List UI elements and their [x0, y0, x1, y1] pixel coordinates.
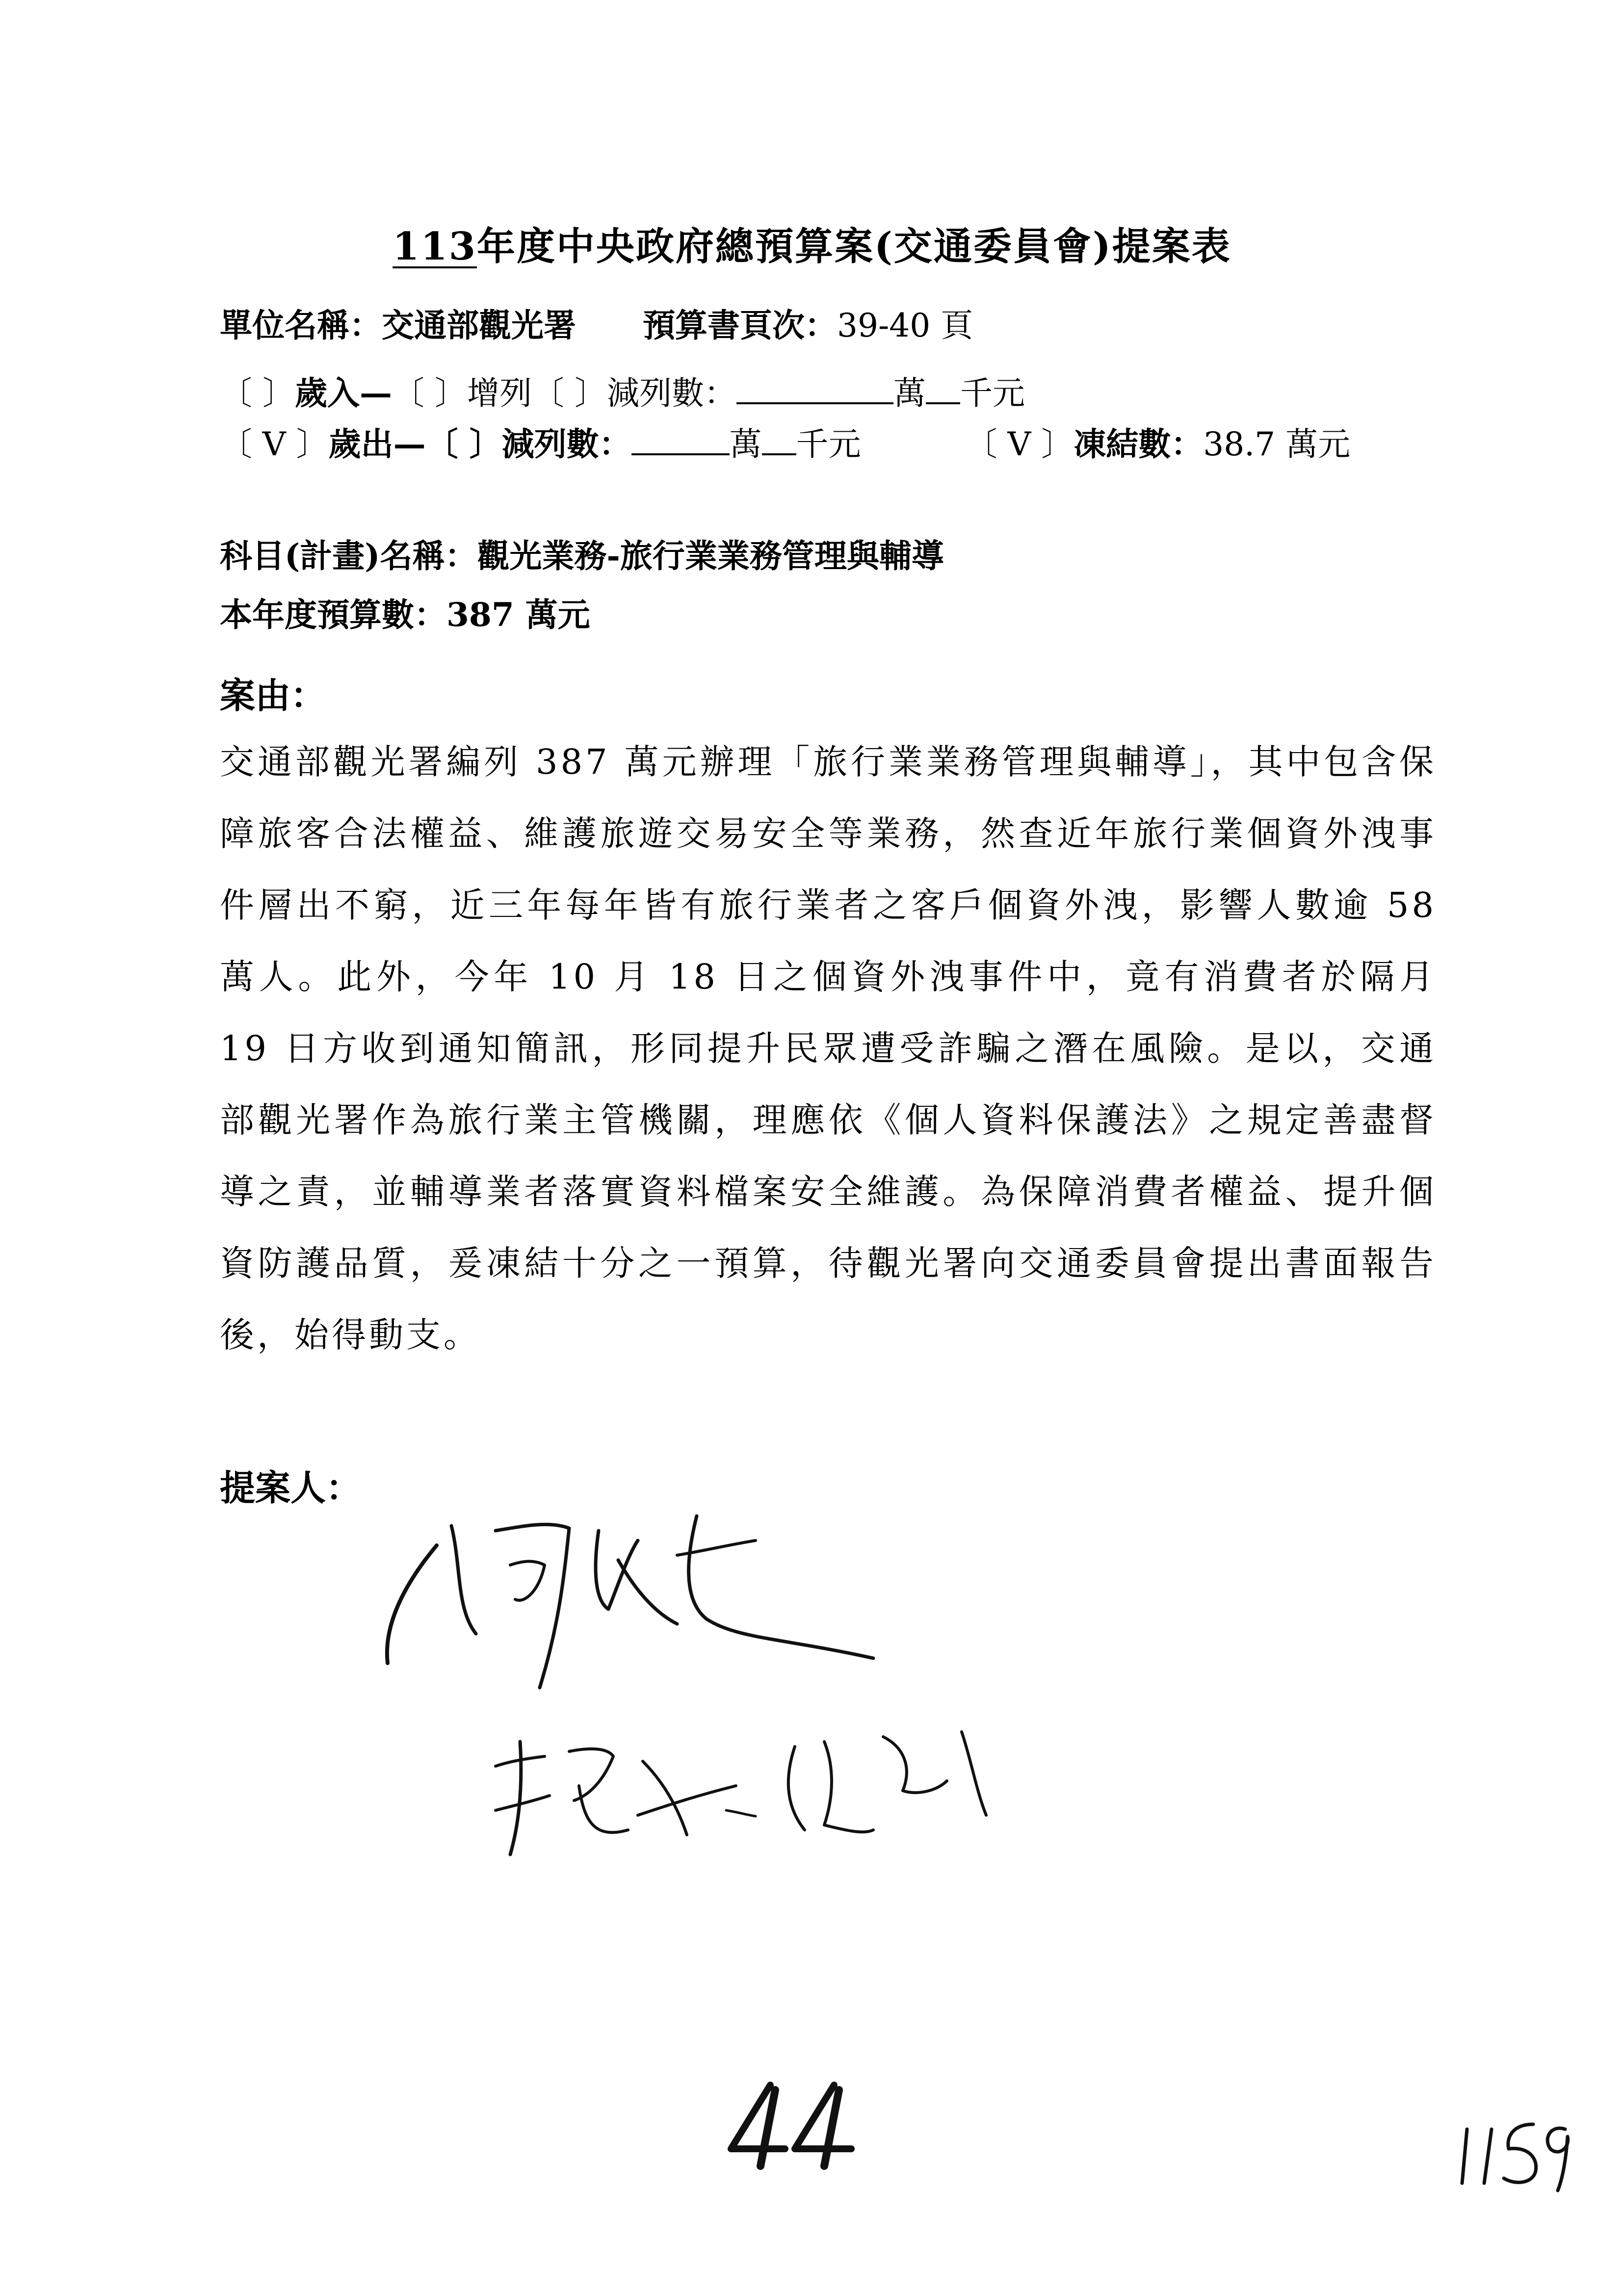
subject-line [220, 530, 944, 576]
revenue-checkbox: 〔 〕 [220, 374, 295, 412]
subject-value: 觀光業務-旅行業業務管理與輔導 [477, 537, 944, 575]
revenue-wan: 萬 [893, 374, 926, 412]
expense-checkbox: 〔 V 〕 [220, 425, 329, 463]
expense-qian-blank [762, 424, 796, 455]
unit-line [220, 299, 973, 346]
revenue-decrease: 〔 〕減列數： [531, 374, 736, 412]
unit-label: 單位名稱： [220, 306, 382, 344]
revenue-item: 歲入— [294, 374, 392, 412]
page-number-handwritten [716, 2075, 864, 2173]
freeze-value: 38.7 萬元 [1203, 425, 1351, 463]
signature-2 [481, 1707, 1021, 1869]
freeze-checkbox: 〔 V 〕 [965, 425, 1074, 463]
expense-qian: 千元 [796, 425, 861, 463]
page-ref-value: 39-40 頁 [837, 307, 973, 344]
budget-label: 本年度預算數： [220, 596, 446, 634]
page-ref-label: 預算書頁次： [642, 306, 837, 344]
revenue-qian: 千元 [960, 374, 1025, 412]
unit-value: 交通部觀光署 [382, 306, 576, 344]
expense-item: 歲出— [328, 425, 426, 463]
title-year: 113 [393, 224, 477, 269]
revenue-qian-blank [926, 373, 960, 404]
proposer-label: 提案人： [220, 1467, 362, 1509]
revenue-wan-blank [736, 373, 893, 404]
signature-1 [363, 1487, 903, 1707]
reason-heading: 案由： [220, 675, 326, 716]
budget-line [220, 589, 590, 635]
subject-label: 科目(計畫)名稱： [220, 537, 477, 575]
revenue-increase: 〔 〕增列 [392, 374, 532, 412]
revenue-line [220, 367, 1025, 414]
expense-wan: 萬 [729, 425, 762, 463]
expense-wan-blank [631, 424, 730, 455]
freeze-label: 凍結數： [1074, 425, 1204, 463]
reason-text: 交通部觀光署編列 387 萬元辦理「旅行業業務管理與輔導」，其中包含保障旅客合法權益、維護旅遊交易安全等業務，然查近年旅行業個資外洩事件層出不窮，近三年每年皆有旅行業者之客戶個資外洩，影響人數逾 58 萬人。此外，今年 10 月 18 日之個資外洩事件中，竟有消費者於隔月 19 日方收到通知簡訊，形同提升民眾遭受詐騙之潛在風險。是以，交通部觀光署作為旅行業主管機關，理應依《個人資料保護法》之規定善盡督導之責，並輔導業者落實資料檔案安全維護。為保障消費者權益、提升個資防護品質，爰凍結十分之一預算，待觀光署向交通委員會提出書面報告後，始得動支。 [220, 742, 1437, 1355]
expense-decrease: 〔 〕減列數： [425, 425, 631, 463]
expense-line [220, 418, 1350, 465]
title-text: 年度中央政府總預算案(交通委員會)提案表 [477, 224, 1231, 269]
document-title [0, 216, 1624, 271]
budget-value: 387 萬元 [446, 596, 590, 634]
stamp-number-handwritten [1452, 2110, 1580, 2193]
